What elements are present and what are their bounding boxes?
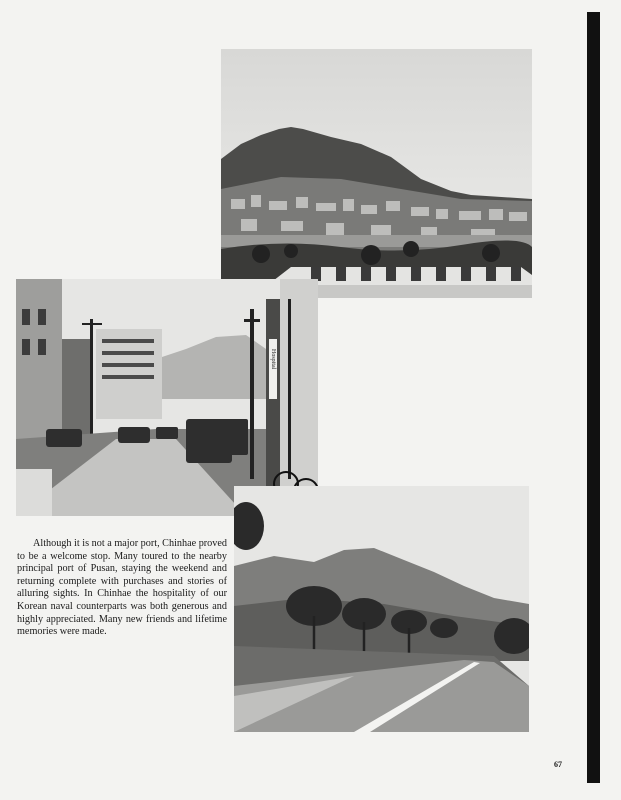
hospital-sign: Hospital [270, 349, 276, 370]
page-edge-bar [587, 12, 600, 783]
body-paragraph: Although it is not a major port, Chinhae proved to be a welcome stop. Many toured to the nearby principal port of Pusan, staying the weekend and returning complete with purchases and stories of alluring sights. In Chinhae the hospitality of our Korean naval counterparts was both generous and highly appreciated. Many new friends and lifetime memories were made. [17, 538, 227, 638]
country-road-photo [234, 486, 529, 732]
page-number: 67 [554, 760, 562, 769]
harbor-city-photo [221, 49, 532, 298]
street-scene-photo [16, 279, 318, 516]
